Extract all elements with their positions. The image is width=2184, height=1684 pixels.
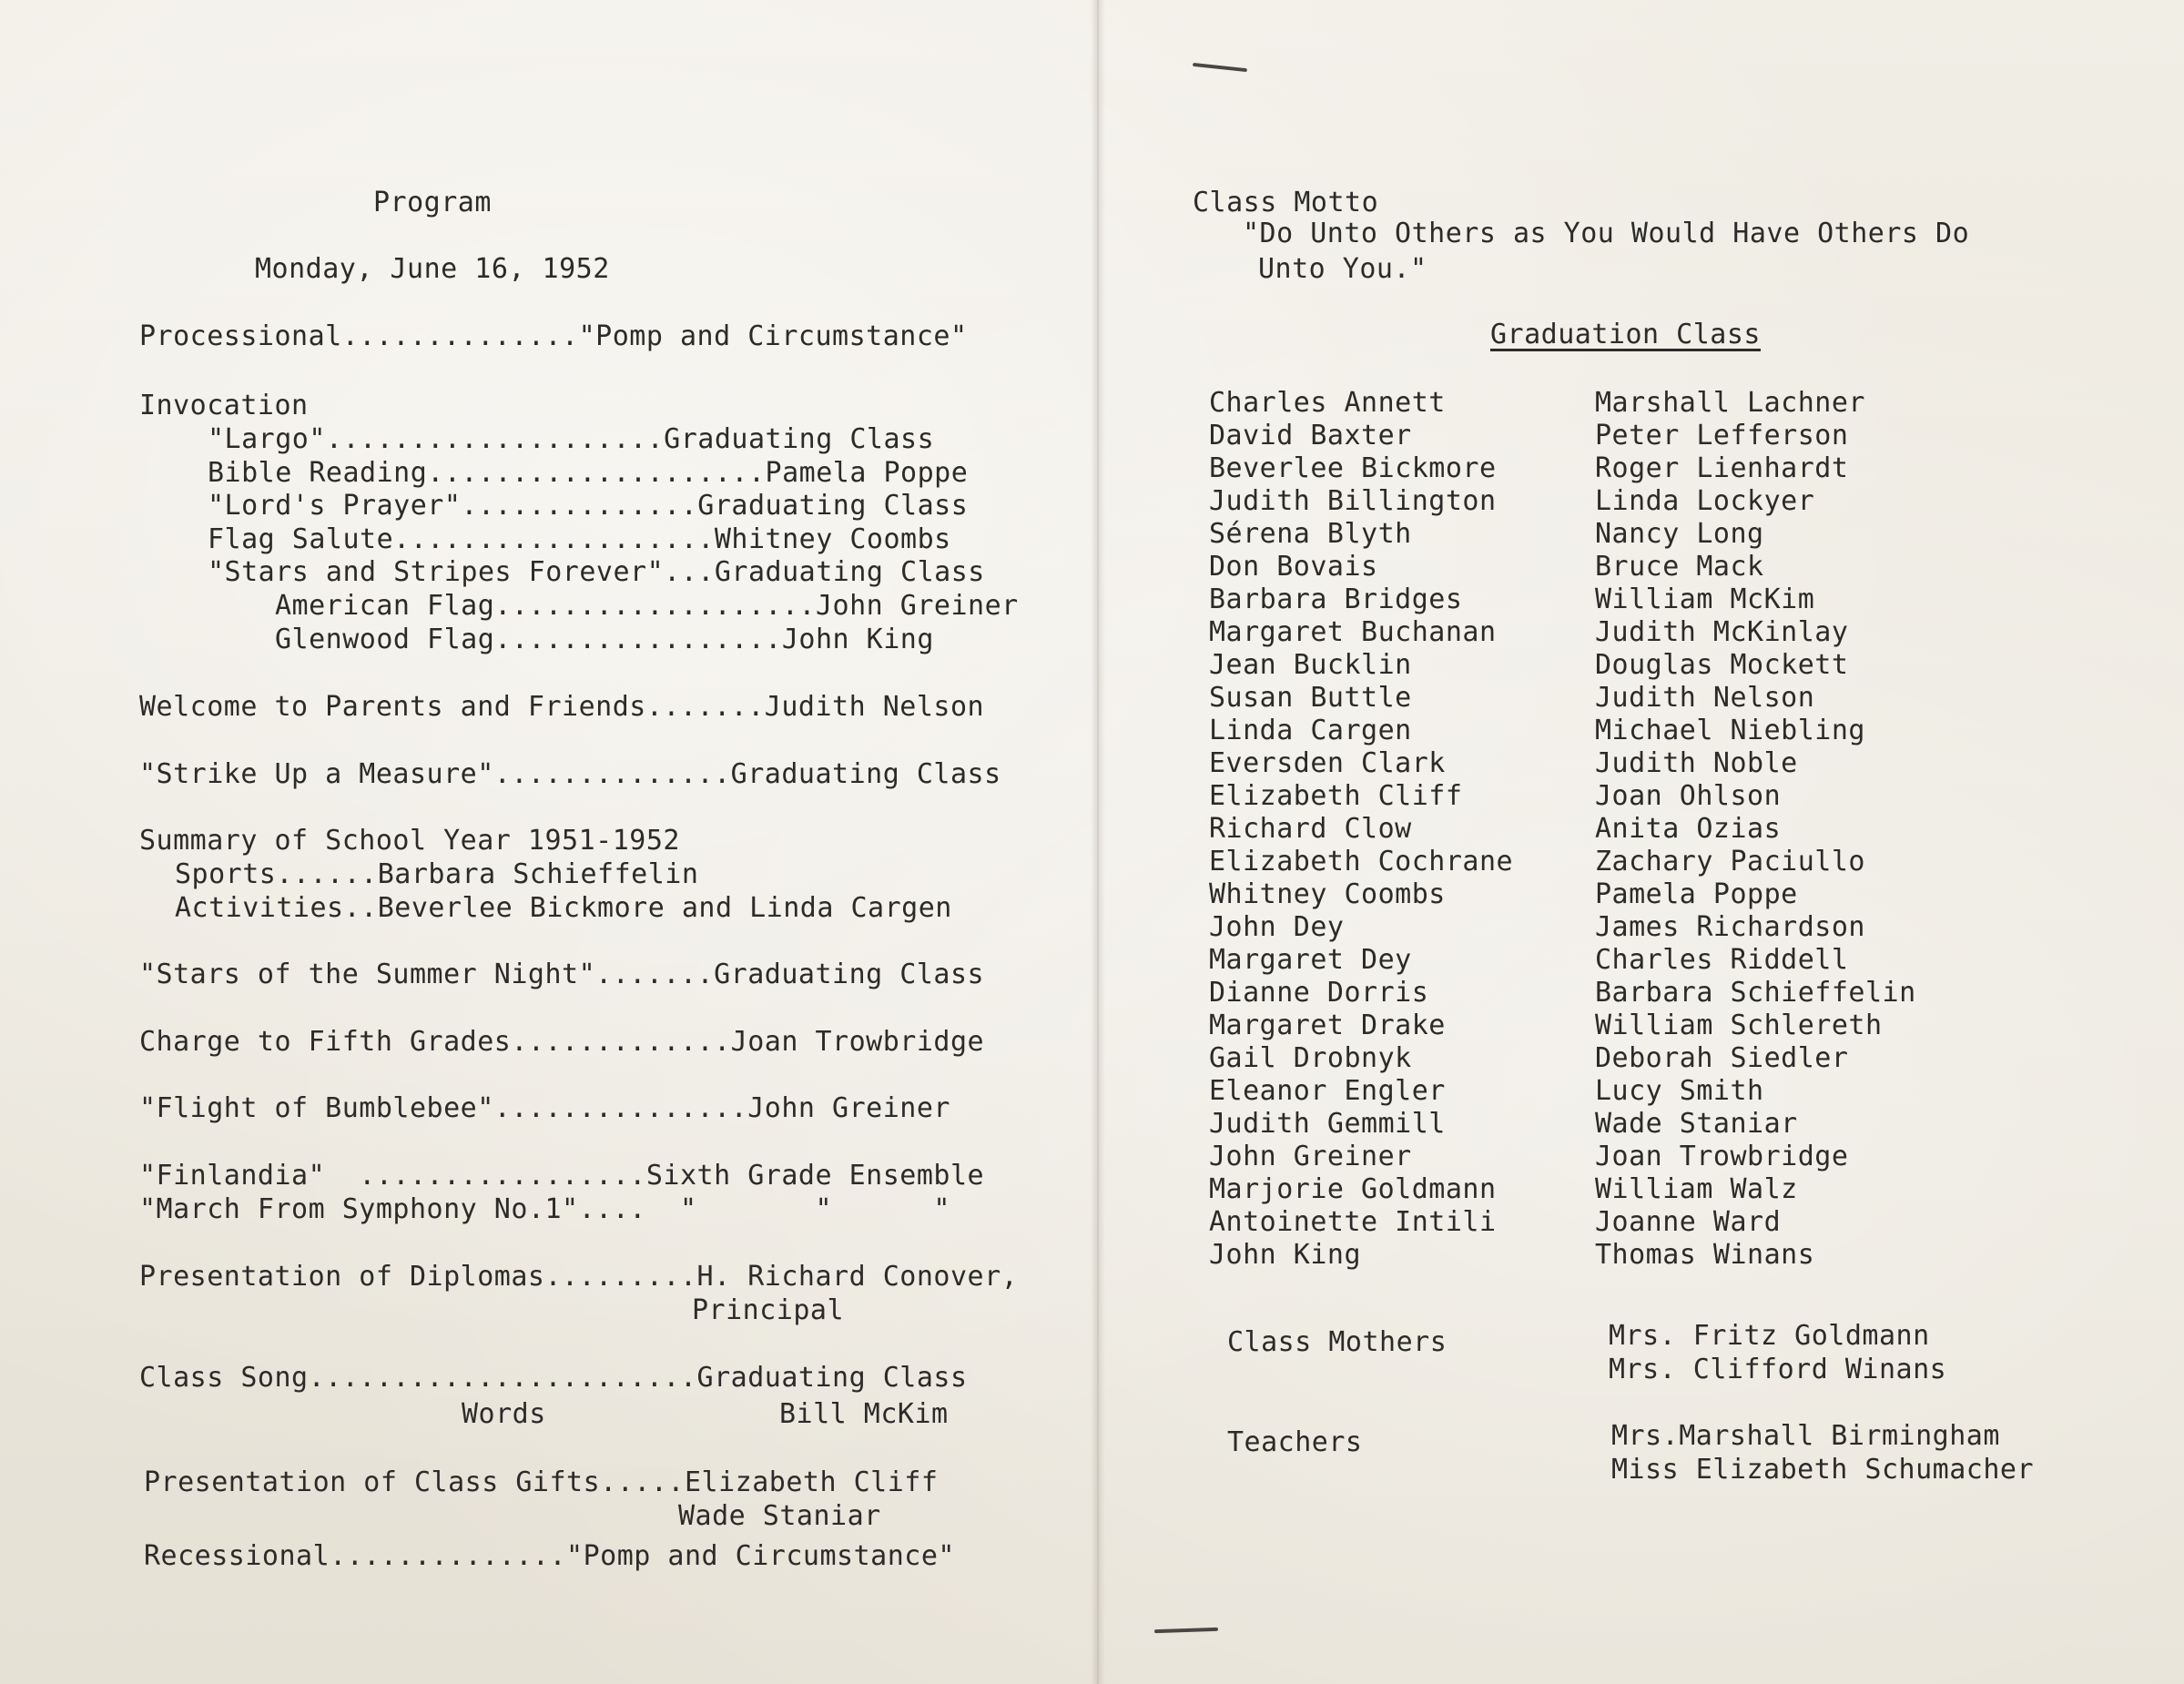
graduate-name: Judith Gemmill bbox=[1209, 1108, 1446, 1140]
graduate-name: Richard Clow bbox=[1209, 813, 1412, 845]
item-activities: Activities..Beverlee Bickmore and Linda Cargen bbox=[175, 892, 952, 924]
graduate-name: Gail Drobnyk bbox=[1209, 1042, 1412, 1074]
graduate-name: Eleanor Engler bbox=[1209, 1075, 1446, 1107]
graduate-name: Judith Billington bbox=[1209, 485, 1497, 517]
item-processional: Processional.............."Pomp and Circumstance" bbox=[139, 320, 968, 352]
graduate-name: John King bbox=[1209, 1239, 1362, 1271]
graduate-name: Barbara Bridges bbox=[1209, 583, 1463, 615]
graduate-name: James Richardson bbox=[1595, 911, 1865, 943]
graduate-name: David Baxter bbox=[1209, 420, 1412, 451]
graduate-name: Roger Lienhardt bbox=[1595, 452, 1849, 484]
graduate-name: Antoinette Intili bbox=[1209, 1206, 1497, 1238]
graduate-name: Joan Ohlson bbox=[1595, 780, 1782, 812]
graduate-name: Judith McKinlay bbox=[1595, 616, 1849, 648]
graduate-name: Linda Lockyer bbox=[1595, 485, 1815, 517]
graduate-name: John Greiner bbox=[1209, 1141, 1412, 1172]
graduate-name: Whitney Coombs bbox=[1209, 878, 1446, 910]
item-class-gifts-2: Wade Staniar bbox=[678, 1500, 881, 1532]
graduate-name: Zachary Paciullo bbox=[1595, 846, 1865, 878]
item-diplomas: Presentation of Diplomas.........H. Richard Conover, bbox=[139, 1261, 1019, 1293]
graduate-name: Don Bovais bbox=[1209, 551, 1378, 583]
item-diplomas-title: Principal bbox=[692, 1294, 845, 1326]
teacher-1: Mrs.Marshall Birmingham bbox=[1611, 1420, 2000, 1452]
graduate-name: William Walz bbox=[1595, 1173, 1798, 1205]
graduate-name: Judith Nelson bbox=[1595, 682, 1815, 714]
item-class-gifts: Presentation of Class Gifts.....Elizabeth Cliff bbox=[144, 1466, 939, 1498]
item-march: "March From Symphony No.1".... " " " bbox=[139, 1193, 950, 1225]
graduate-name: Elizabeth Cochrane bbox=[1209, 846, 1514, 878]
item-charge: Charge to Fifth Grades.............Joan Trowbridge bbox=[139, 1026, 985, 1058]
graduate-name: Anita Ozias bbox=[1595, 813, 1782, 845]
graduate-name: Charles Annett bbox=[1209, 387, 1446, 419]
item-words-by: Bill McKim bbox=[779, 1398, 949, 1430]
graduate-name: Jean Bucklin bbox=[1209, 649, 1412, 681]
graduate-name: Deborah Siedler bbox=[1595, 1042, 1849, 1074]
graduate-name: Dianne Dorris bbox=[1209, 977, 1429, 1009]
item-summary: Summary of School Year 1951-1952 bbox=[139, 825, 680, 857]
motto-line-1: "Do Unto Others as You Would Have Others Do bbox=[1243, 218, 1970, 249]
graduate-name: Nancy Long bbox=[1595, 518, 1764, 550]
graduate-name: Bruce Mack bbox=[1595, 551, 1764, 583]
item-class-song: Class Song.......................Graduating Class bbox=[139, 1362, 968, 1394]
graduate-name: Joanne Ward bbox=[1595, 1206, 1782, 1238]
graduate-name: Marjorie Goldmann bbox=[1209, 1173, 1497, 1205]
motto-heading: Class Motto bbox=[1193, 187, 1379, 218]
graduate-name: Margaret Buchanan bbox=[1209, 616, 1497, 648]
item-finlandia: "Finlandia" .................Sixth Grade Ensemble bbox=[139, 1160, 985, 1192]
graduate-name: William McKim bbox=[1595, 583, 1815, 615]
item-strike-up: "Strike Up a Measure"..............Graduating Class bbox=[139, 758, 1001, 790]
item-american-flag: American Flag...................John Greiner bbox=[275, 590, 1019, 622]
class-mother-1: Mrs. Fritz Goldmann bbox=[1609, 1320, 1930, 1352]
graduate-name: Judith Noble bbox=[1595, 747, 1798, 779]
class-mother-2: Mrs. Clifford Winans bbox=[1609, 1354, 1947, 1385]
item-sports: Sports......Barbara Schieffelin bbox=[175, 858, 699, 890]
program-date: Monday, June 16, 1952 bbox=[255, 253, 610, 285]
graduate-name: Charles Riddell bbox=[1595, 944, 1849, 976]
graduate-name: Linda Cargen bbox=[1209, 715, 1412, 746]
graduate-name: Marshall Lachner bbox=[1595, 387, 1865, 419]
motto-line-2: Unto You." bbox=[1258, 253, 1427, 285]
graduate-name: Eversden Clark bbox=[1209, 747, 1446, 779]
graduate-name: Michael Niebling bbox=[1595, 715, 1865, 746]
item-largo: "Largo"....................Graduating Class bbox=[208, 423, 935, 455]
graduate-name: Margaret Drake bbox=[1209, 1009, 1446, 1041]
item-stars-stripes: "Stars and Stripes Forever"...Graduating Class bbox=[208, 556, 985, 588]
graduate-name: Joan Trowbridge bbox=[1595, 1141, 1849, 1172]
program-heading: Program bbox=[373, 187, 492, 218]
item-stars-summer: "Stars of the Summer Night".......Graduating Class bbox=[139, 959, 985, 990]
class-mothers-label: Class Mothers bbox=[1227, 1326, 1448, 1358]
graduate-name: Beverlee Bickmore bbox=[1209, 452, 1497, 484]
graduates-column-2 bbox=[1595, 387, 1916, 1272]
graduate-name: William Schlereth bbox=[1595, 1009, 1883, 1041]
graduates-column-1 bbox=[1209, 387, 1513, 1272]
graduate-name: Peter Lefferson bbox=[1595, 420, 1849, 451]
item-glenwood-flag: Glenwood Flag.................John King bbox=[275, 624, 934, 655]
item-invocation: Invocation bbox=[139, 390, 309, 421]
teachers-label: Teachers bbox=[1227, 1426, 1363, 1458]
graduate-name: Douglas Mockett bbox=[1595, 649, 1849, 681]
class-page bbox=[1097, 0, 2184, 1684]
item-welcome: Welcome to Parents and Friends.......Judith Nelson bbox=[139, 691, 985, 723]
graduation-class-heading: Graduation Class bbox=[1490, 319, 1761, 350]
graduate-name: John Dey bbox=[1209, 911, 1345, 943]
teacher-2: Miss Elizabeth Schumacher bbox=[1611, 1454, 2035, 1486]
graduate-name: Elizabeth Cliff bbox=[1209, 780, 1463, 812]
item-bible-reading: Bible Reading....................Pamela Poppe bbox=[208, 457, 969, 489]
graduate-name: Barbara Schieffelin bbox=[1595, 977, 1916, 1009]
item-recessional: Recessional.............."Pomp and Circumstance" bbox=[144, 1540, 955, 1572]
graduate-name: Pamela Poppe bbox=[1595, 878, 1798, 910]
graduate-name: Sérena Blyth bbox=[1209, 518, 1412, 550]
item-words-label: Words bbox=[462, 1398, 546, 1430]
item-flight: "Flight of Bumblebee"...............John Greiner bbox=[139, 1092, 950, 1124]
graduate-name: Thomas Winans bbox=[1595, 1239, 1815, 1271]
item-flag-salute: Flag Salute...................Whitney Coombs bbox=[208, 523, 951, 555]
graduate-name: Lucy Smith bbox=[1595, 1075, 1764, 1107]
graduate-name: Margaret Dey bbox=[1209, 944, 1412, 976]
graduate-name: Susan Buttle bbox=[1209, 682, 1412, 714]
item-lords-prayer: "Lord's Prayer"..............Graduating Class bbox=[208, 490, 969, 522]
graduate-name: Wade Staniar bbox=[1595, 1108, 1798, 1140]
